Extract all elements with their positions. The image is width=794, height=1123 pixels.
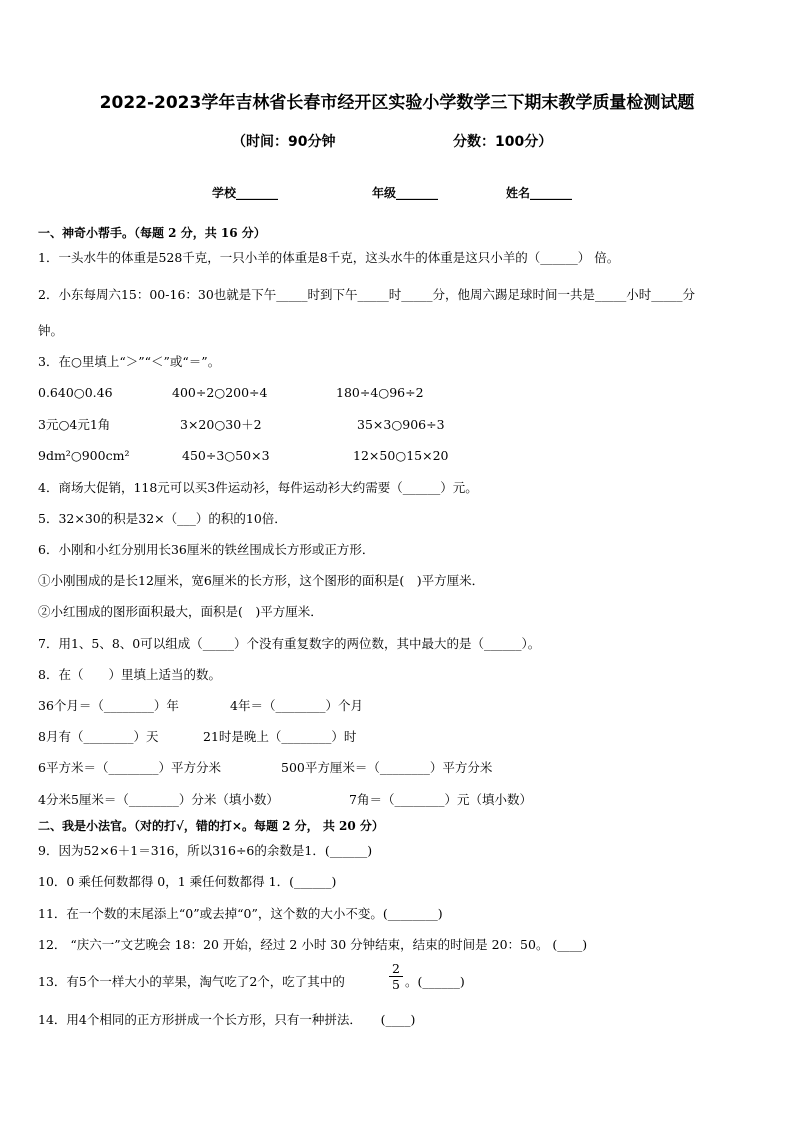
- compare-item: 0.640○0.46: [38, 385, 113, 400]
- conversion-item: 500平方厘米＝（________）平方分米: [281, 760, 493, 775]
- conversion-item: 4年＝（________）个月: [230, 698, 363, 713]
- question-12: 12． “庆六一”文艺晚会 18：20 开始，经过 2 小时 30 分钟结束，结束的时间是 20：50。 (____): [38, 937, 588, 952]
- section-2-heading: 二、我是小法官。（对的打√，错的打×。每题 2 分， 共 20 分）: [38, 819, 384, 833]
- question-8: 8．在（ ）里填上适当的数。: [38, 667, 221, 682]
- question-1: 1．一头水牛的体重是528千克，一只小羊的体重是8千克，这头水牛的体重是这只小羊的（______） 倍。: [38, 250, 620, 265]
- question-4: 4．商场大促销，118元可以买3件运动衫，每件运动衫大约需要（______）元。: [38, 480, 478, 495]
- question-13: 13．有5个一样大小的苹果，淘气吃了2个，吃了其中的: [38, 974, 345, 989]
- question-13-answer: 。(______): [405, 974, 465, 989]
- fraction-numerator: 2: [392, 961, 400, 976]
- compare-item: 180÷4○96÷2: [336, 385, 424, 400]
- compare-item: 450÷3○50×3: [182, 448, 270, 463]
- conversion-item: 6平方米＝（________）平方分米: [38, 760, 221, 775]
- conversion-item: 8月有（________）天: [38, 729, 159, 744]
- compare-item: 35×3○906÷3: [357, 417, 445, 432]
- question-9: 9．因为52×6＋1＝316，所以316÷6的余数是1．(______): [38, 843, 373, 858]
- grade-field: 年级_______: [372, 186, 439, 200]
- question-7: 7．用1、5、8、0可以组成（_____）个没有重复数字的两位数，其中最大的是（______）。: [38, 636, 541, 651]
- compare-item: 3元○4元1角: [38, 417, 111, 432]
- compare-item: 400÷2○200÷4: [172, 385, 268, 400]
- compare-item: 3×20○30＋2: [180, 417, 262, 432]
- conversion-item: 21时是晚上（________）时: [203, 729, 357, 744]
- question-10: 10．0 乘任何数都得 0，1 乘任何数都得 1．(______): [38, 874, 337, 889]
- question-6: 6．小刚和小红分别用长36厘米的铁丝围成长方形或正方形．: [38, 542, 375, 557]
- question-6-part-1: ①小刚围成的是长12厘米，宽6厘米的长方形，这个图形的面积是( )平方厘米．: [38, 573, 485, 588]
- conversion-item: 4分米5厘米＝（________）分米（填小数）: [38, 792, 279, 807]
- question-2-continued: 钟。: [38, 323, 64, 338]
- school-field: 学校_______: [212, 186, 279, 200]
- question-14: 14．用4个相同的正方形拼成一个长方形，只有一种拼法． (____): [38, 1012, 416, 1027]
- question-2: 2．小东每周六15：00-16：30也就是下午_____时到下午_____时_____分，他周六踢足球时间一共是_____小时_____分: [38, 287, 696, 302]
- compare-item: 12×50○15×20: [353, 448, 449, 463]
- page-title: 2022-2023学年吉林省长春市经开区实验小学数学三下期末教学质量检测试题: [99, 93, 695, 113]
- question-6-part-2: ②小红围成的图形面积最大，面积是( )平方厘米．: [38, 604, 323, 619]
- question-3: 3．在○里填上“＞”“＜”或“＝”。: [38, 354, 221, 369]
- conversion-item: 36个月＝（________）年: [38, 698, 179, 713]
- name-field: 姓名_______: [506, 186, 573, 200]
- compare-item: 9dm²○900cm²: [38, 448, 130, 463]
- question-5: 5．32×30的积是32×（___）的积的10倍．: [38, 511, 287, 526]
- fraction-denominator: 5: [392, 977, 400, 992]
- exam-time: （时间：90分钟: [232, 134, 336, 150]
- section-1-heading: 一、神奇小帮手。（每题 2 分，共 16 分）: [38, 226, 266, 240]
- question-11: 11．在一个数的末尾添上“0”或去掉“0”，这个数的大小不变。(________): [38, 906, 443, 921]
- exam-score: 分数：100分）: [453, 134, 553, 150]
- fraction: [389, 962, 403, 991]
- conversion-item: 7角＝（________）元（填小数）: [349, 792, 532, 807]
